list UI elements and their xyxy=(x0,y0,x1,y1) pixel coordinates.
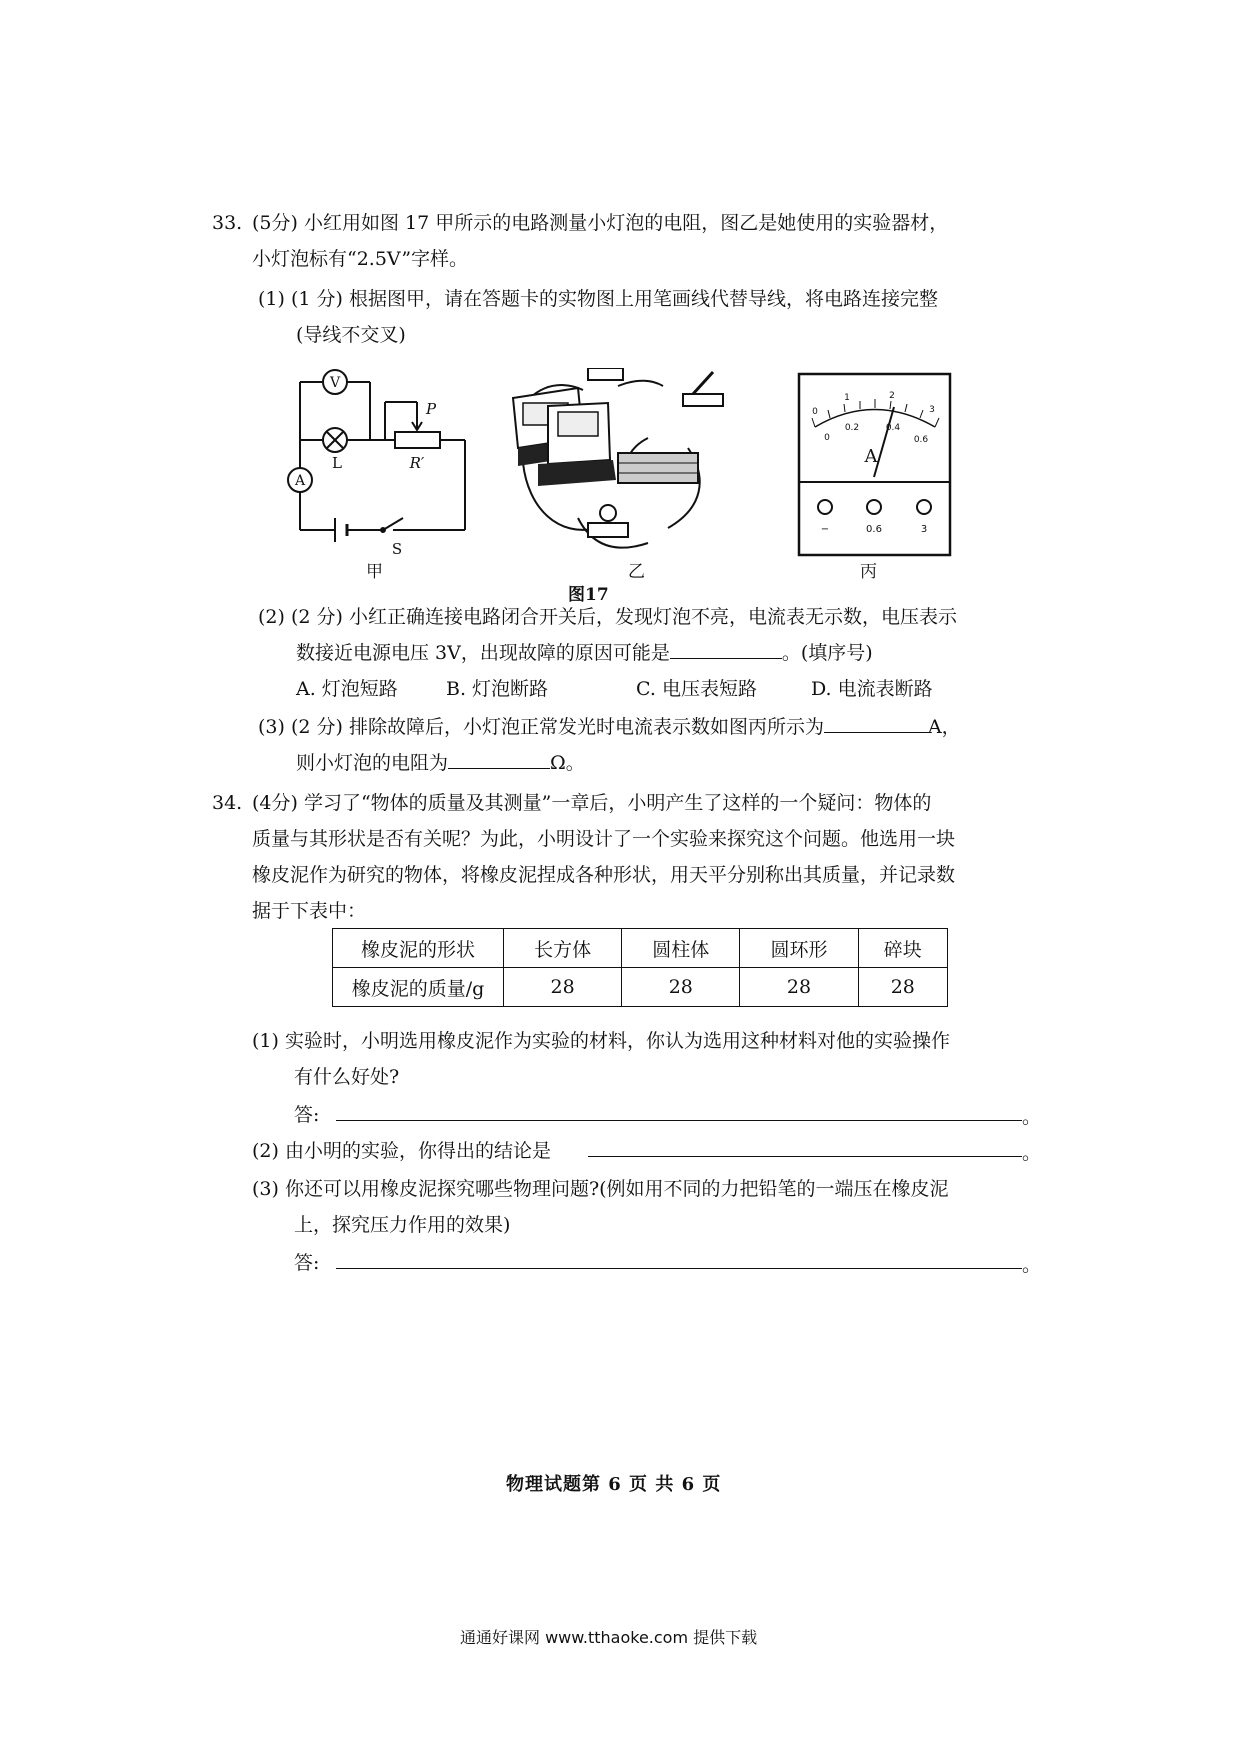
scale-bottom-06: 0.6 xyxy=(913,435,929,445)
q34-part1-answer-label: 答: xyxy=(294,1104,320,1126)
table-cell: 28 xyxy=(504,968,622,1007)
scale-top-0: 0 xyxy=(812,407,818,417)
terminal-3 xyxy=(917,500,931,514)
scale-bottom-0: 0 xyxy=(824,433,830,443)
q33-part2-text: 数接近电源电压 3V，出现故障的原因可能是 xyxy=(296,642,670,664)
scale-bottom-02: 0.2 xyxy=(844,423,860,433)
q33-options xyxy=(296,676,933,702)
q33-part1-line1: (1) (1 分) 根据图甲，请在答题卡的实物图上用笔画线代替导线，将电路连接完整 xyxy=(258,288,938,310)
q34-part2-answer-line[interactable] xyxy=(588,1156,1022,1157)
q34-stem-line4: 据于下表中： xyxy=(252,900,367,922)
table-header-cell: 碎块 xyxy=(858,929,947,968)
table-header-row xyxy=(333,929,948,968)
terminal-06 xyxy=(867,500,881,514)
table-header-cell: 圆环形 xyxy=(740,929,858,968)
battery-pack xyxy=(588,368,623,380)
q33-part3-text: (3) (2 分) 排除故障后，小灯泡正常发光时电流表示数如图丙所示为 xyxy=(258,716,824,738)
q33-part2-answer-blank[interactable] xyxy=(670,640,782,659)
q34-part1-period: 。 xyxy=(1022,1106,1042,1128)
figure-caption: 图17 xyxy=(568,585,609,605)
q34-part3-line1: (3) 你还可以用橡皮泥探究哪些物理问题?(例如用不同的力把铅笔的一端压在橡皮泥 xyxy=(252,1178,949,1200)
table-cell: 28 xyxy=(858,968,947,1007)
q33-part3-current-blank[interactable] xyxy=(824,714,928,733)
q34-part2-period: 。 xyxy=(1022,1142,1042,1164)
q33-part3-unit: A， xyxy=(927,716,961,738)
q34-stem-line3: 橡皮泥作为研究的物体，将橡皮泥捏成各种形状，用天平分别称出其质量，并记录数 xyxy=(252,864,956,886)
rheostat-label: R′ xyxy=(409,454,425,472)
q33-part3-text2: 则小灯泡的电阻为 xyxy=(296,752,449,774)
download-credit: 通通好课网 www.tthaoke.com 提供下载 xyxy=(460,1628,758,1647)
ammeter-label: A xyxy=(294,473,306,489)
table-cell: 28 xyxy=(622,968,740,1007)
q33-stem-line2: 小灯泡标有“2.5V”字样。 xyxy=(252,248,469,270)
q33-number: 33. xyxy=(212,212,243,234)
q34-part3-answer-label: 答: xyxy=(294,1252,320,1274)
ammeter-unit: A xyxy=(864,446,878,467)
terminal-neg xyxy=(818,500,832,514)
scale-bottom-04: 0.4 xyxy=(885,423,901,433)
apparatus-photo-yi xyxy=(498,368,773,558)
q33-part1-line2: (导线不交叉) xyxy=(296,324,406,346)
q33-stem-line1: (5分) 小红用如图 17 甲所示的电路测量小灯泡的电阻，图乙是她使用的实验器材， xyxy=(252,212,949,234)
table-header-cell: 长方体 xyxy=(504,929,622,968)
q33-part2-line1: (2) (2 分) 小红正确连接电路闭合开关后，发现灯泡不亮，电流表无示数，电压表示 xyxy=(258,606,957,628)
q34-part3-answer-line[interactable] xyxy=(336,1268,1022,1269)
option-a: A. 灯泡短路 xyxy=(296,678,398,700)
scale-top-2: 2 xyxy=(889,391,895,401)
table-cell: 28 xyxy=(740,968,858,1007)
knife-switch xyxy=(683,372,723,406)
option-b: B. 灯泡断路 xyxy=(446,678,549,700)
lamp-holder xyxy=(588,505,628,537)
table-row xyxy=(333,968,948,1007)
switch-label: S xyxy=(391,540,403,558)
q34-stem-line1: (4分) 学习了“物体的质量及其测量”一章后，小明产生了这样的一个疑问：物体的 xyxy=(252,792,932,814)
lamp-label: L xyxy=(332,454,342,472)
terminal-06-label: 0.6 xyxy=(866,524,882,535)
lamp-symbol xyxy=(323,428,347,452)
table-cell: 橡皮泥的质量/g xyxy=(333,968,504,1007)
circuit-diagram-jia xyxy=(285,360,525,560)
fig-label-yi: 乙 xyxy=(628,562,645,582)
q33-part3-line1 xyxy=(258,714,961,740)
page-footer: 物理试题第 6 页 共 6 页 xyxy=(506,1474,722,1495)
mass-shape-table xyxy=(332,928,948,1007)
q34-part3-line2: 上，探究压力作用的效果) xyxy=(294,1214,511,1236)
slider-label: P xyxy=(425,400,437,418)
table-header-cell: 橡皮泥的形状 xyxy=(333,929,504,968)
q33-part2-suffix: 。(填序号) xyxy=(781,642,873,664)
terminal-neg-label: − xyxy=(820,524,830,535)
option-d: D. 电流表断路 xyxy=(811,678,933,700)
table-header-cell: 圆柱体 xyxy=(622,929,740,968)
fig-label-jia: 甲 xyxy=(366,562,383,582)
q33-part3-unit2: Ω。 xyxy=(550,752,585,774)
q34-part1-answer-line[interactable] xyxy=(336,1120,1022,1121)
q34-part1-line2: 有什么好处? xyxy=(294,1066,400,1088)
q33-part3-resistance-blank[interactable] xyxy=(448,750,550,769)
q33-part3-line2 xyxy=(296,750,585,776)
voltmeter-device xyxy=(538,403,616,486)
q34-number: 34. xyxy=(212,792,243,814)
q34-part2: (2) 由小明的实验，你得出的结论是 xyxy=(252,1140,551,1162)
scale-top-3: 3 xyxy=(929,405,935,415)
option-c: C. 电压表短路 xyxy=(636,678,757,700)
fig-label-bing: 丙 xyxy=(860,562,877,582)
ammeter-dial-bing xyxy=(797,372,952,557)
q34-stem-line2: 质量与其形状是否有关呢？为此，小明设计了一个实验来探究这个问题。他选用一块 xyxy=(252,828,956,850)
voltmeter-label: V xyxy=(329,375,341,391)
q33-part2-line2 xyxy=(296,640,873,666)
q34-part3-period: 。 xyxy=(1022,1254,1042,1276)
scale-top-1: 1 xyxy=(844,393,850,403)
rheostat-device xyxy=(618,453,698,483)
terminal-3-label: 3 xyxy=(920,524,928,535)
q34-part1-line1: (1) 实验时，小明选用橡皮泥作为实验的材料，你认为选用这种材料对他的实验操作 xyxy=(252,1030,950,1052)
